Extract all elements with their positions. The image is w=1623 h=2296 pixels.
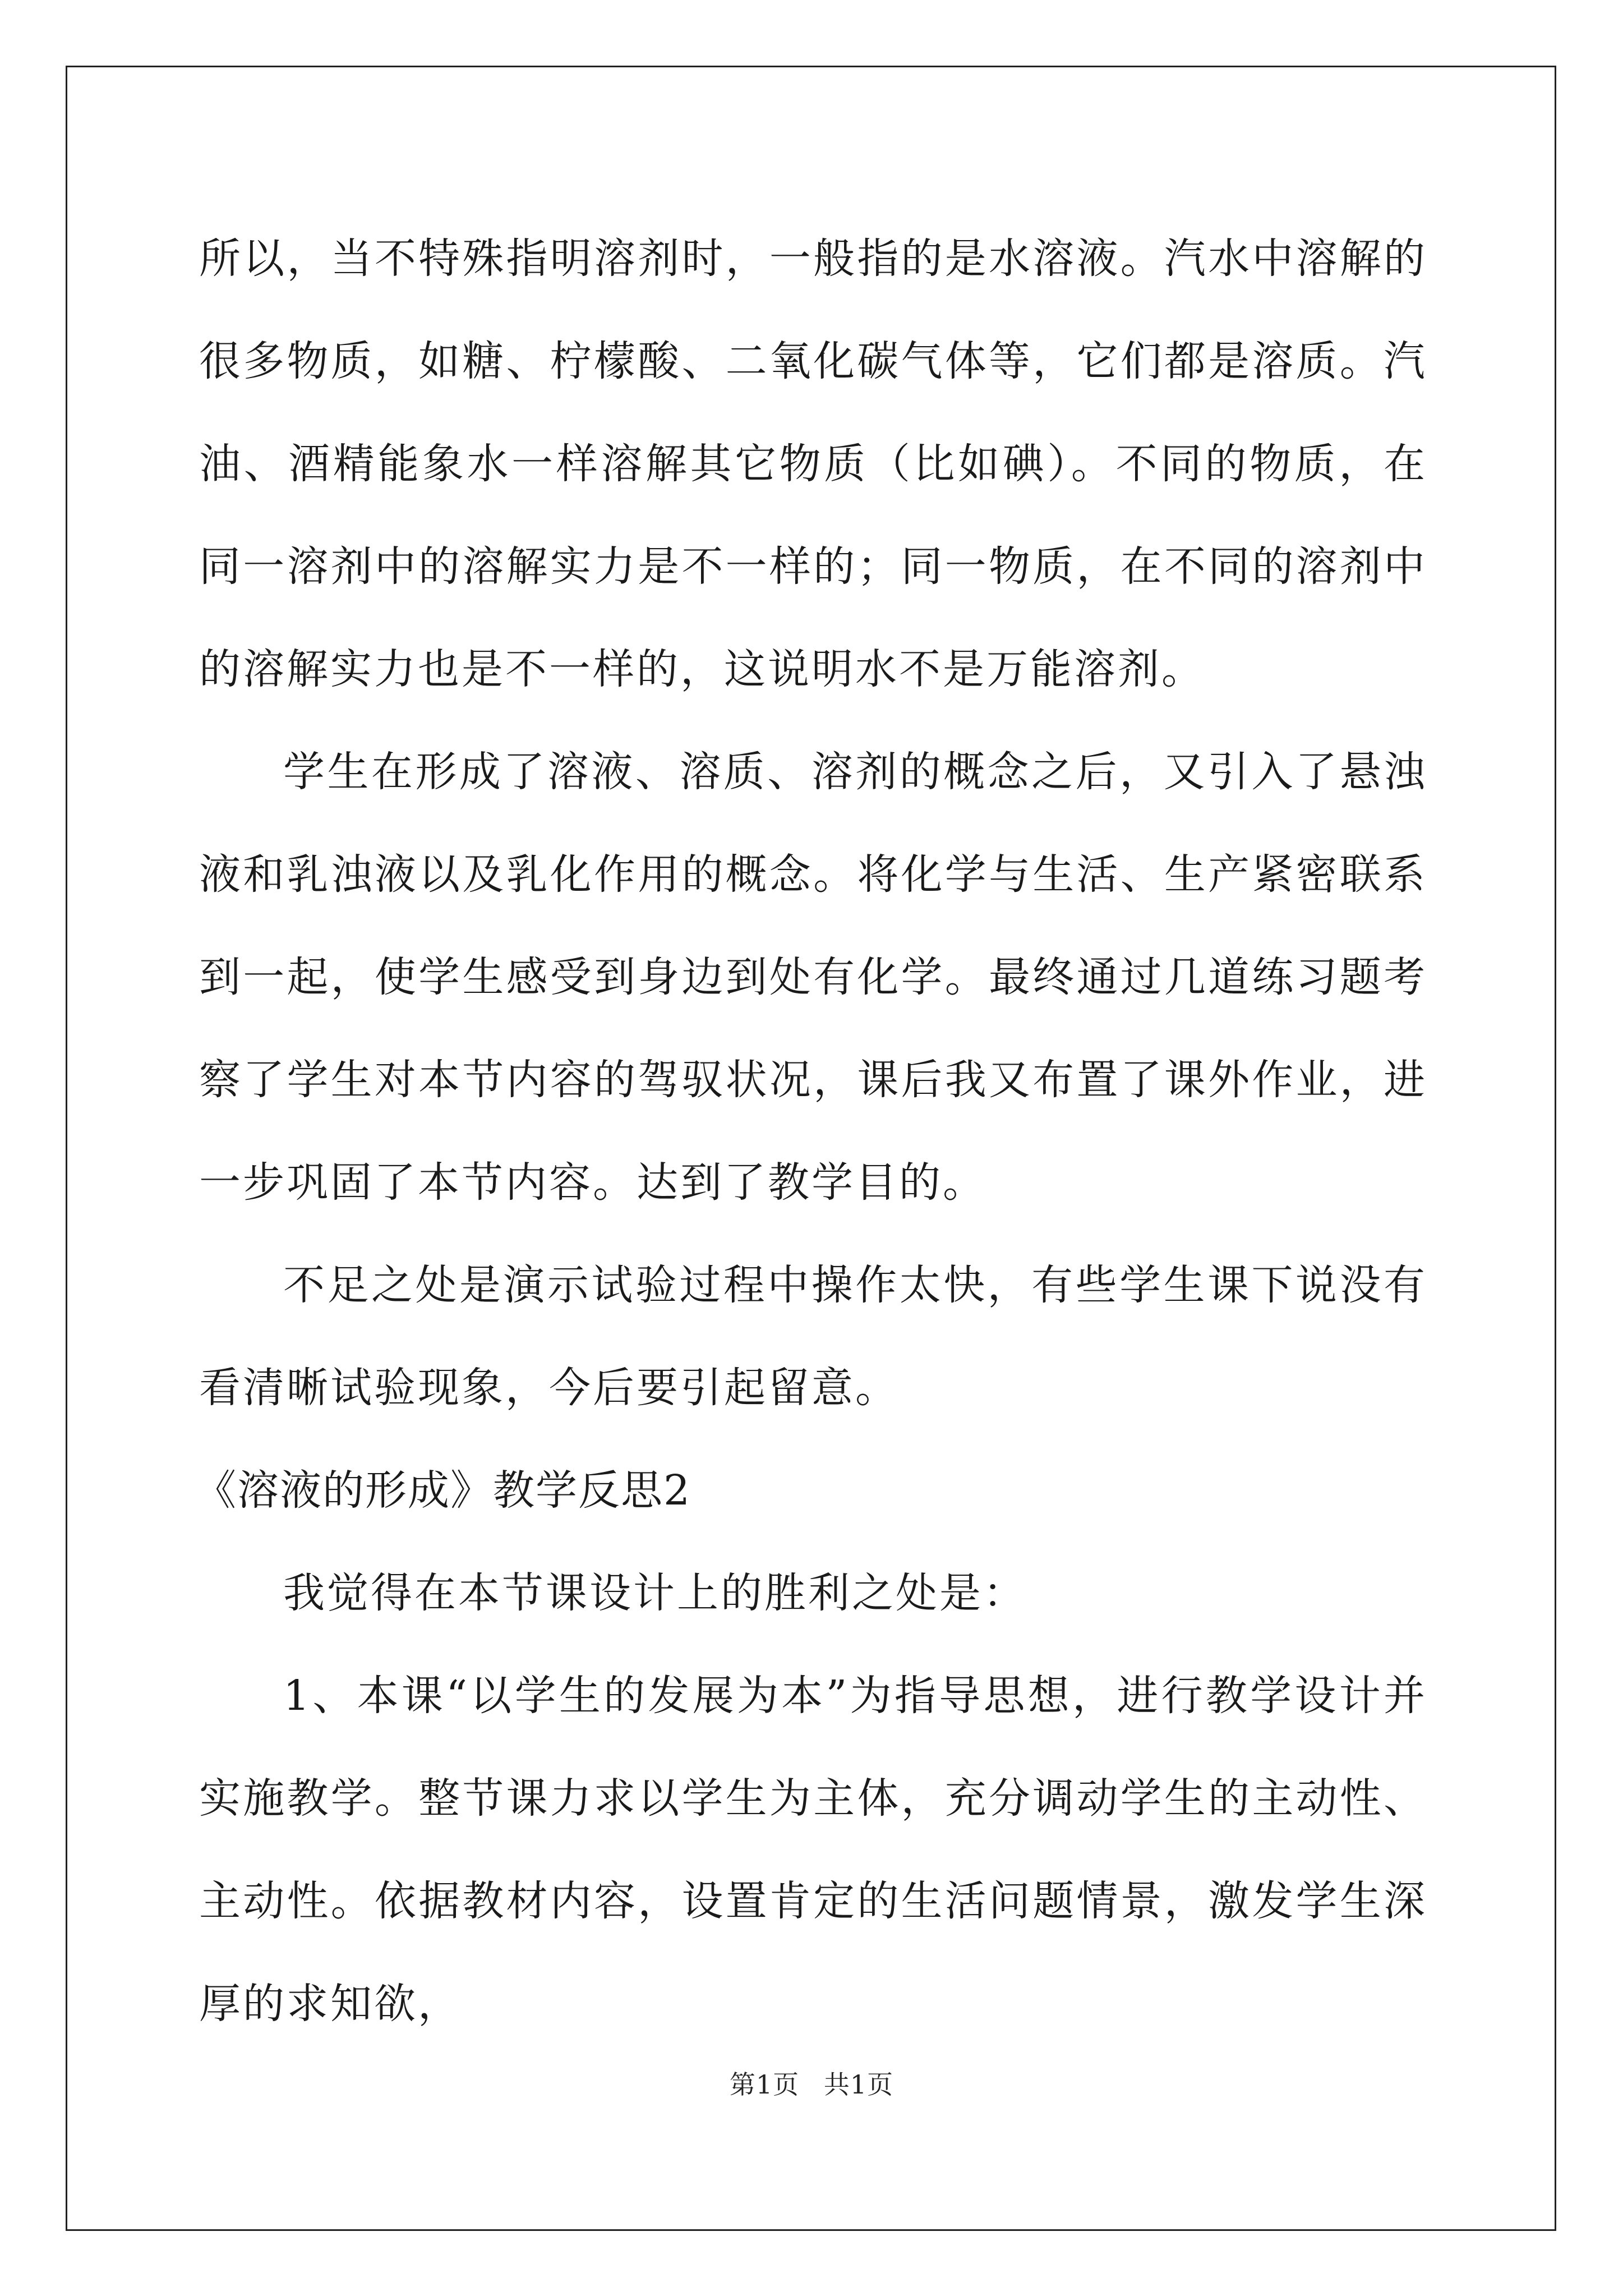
- section-heading: 《溶液的形成》教学反思2: [195, 1466, 691, 1515]
- page-number: 第1页: [729, 2069, 800, 2100]
- page-total: 共1页: [823, 2069, 894, 2100]
- page-footer: [0, 2064, 1623, 2101]
- paragraph-5: 1、本课“以学生的发展为本”为指导思想，进行教学设计并实施教学。整节课力求以学生为主体，充分调动学生的主动性、主动性。依据教材内容，设置肯定的生活问题情景，激发学生深厚的求知欲，: [199, 1672, 1427, 2028]
- paragraph-1: 所以，当不特殊指明溶剂时，一般指的是水溶液。汽水中溶解的很多物质，如糖、柠檬酸、二氧化碳气体等，它们都是溶质。汽油、酒精能象水一样溶解其它物质（比如碘）。不同的物质，在同一溶剂中的溶解实力是不一样的；同一物质，在不同的溶剂中的溶解实力也是不一样的，这说明水不是万能溶剂。: [199, 234, 1427, 693]
- paragraph-2: 学生在形成了溶液、溶质、溶剂的概念之后，又引入了悬浊液和乳浊液以及乳化作用的概念。将化学与生活、生产紧密联系到一起，使学生感受到身边到处有化学。最终通过几道练习题考察了学生对本节内容的驾驭状况，课后我又布置了课外作业，进一步巩固了本节内容。达到了教学目的。: [199, 748, 1427, 1207]
- paragraph-3: 不足之处是演示试验过程中操作太快，有些学生课下说没有看清晰试验现象，今后要引起留意。: [199, 1261, 1427, 1412]
- document-body: [195, 208, 1427, 2055]
- paragraph-4: 我觉得在本节课设计上的胜利之处是：: [283, 1569, 1027, 1617]
